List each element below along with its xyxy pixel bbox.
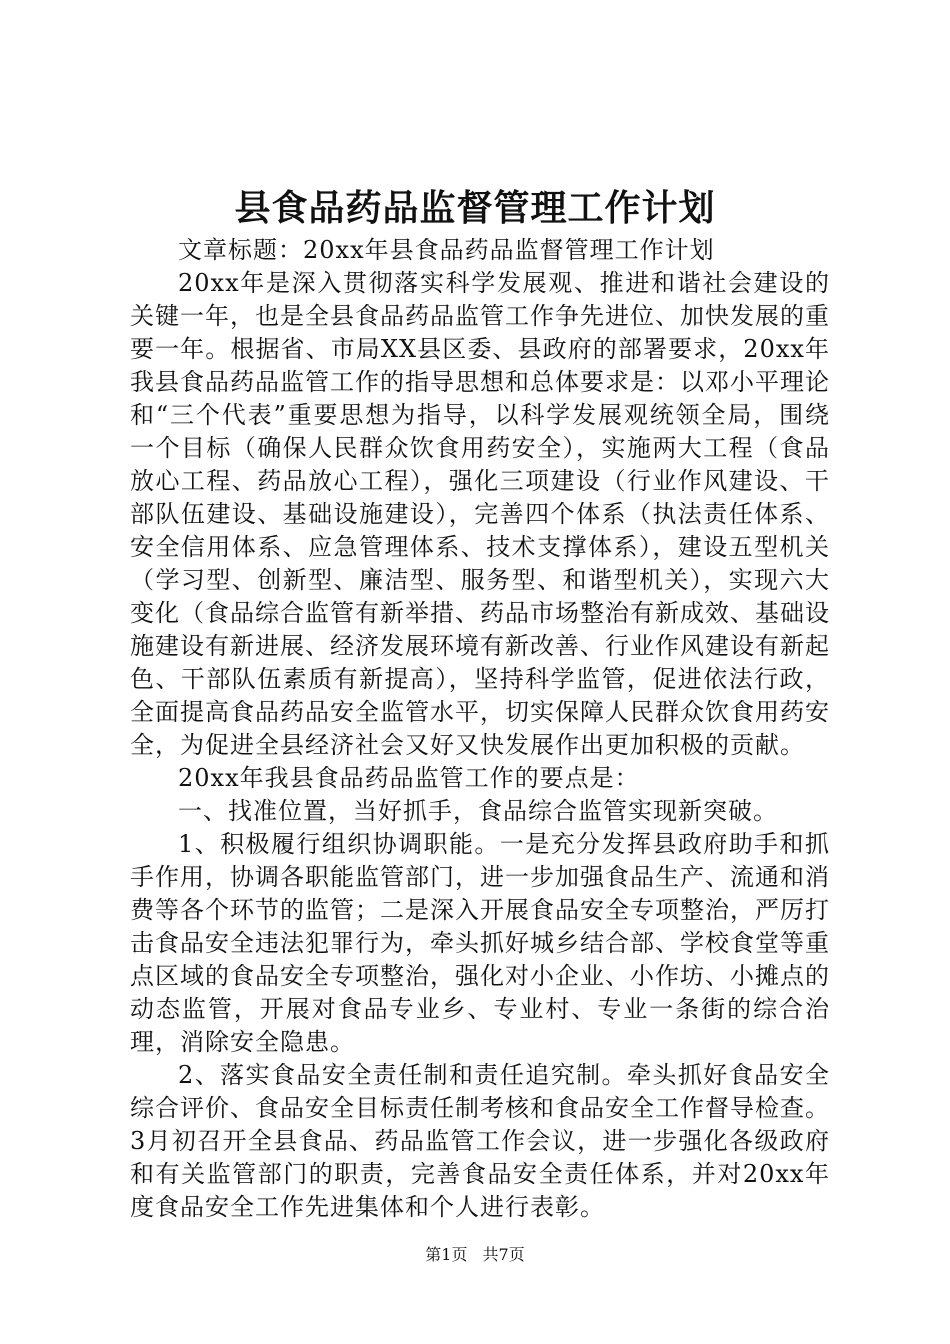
page-number-current: 第1页: [425, 1245, 468, 1264]
section-heading-1: 一、找准位置，当好抓手，食品综合监管实现新突破。: [178, 797, 778, 825]
paragraph-item-2: 2、落实食品安全责任制和责任追究制。牵头抓好食品安全综合评价、食品安全目标责任制考核和食品安全工作督导检查。3月初召开全县食品、药品监管工作会议，进一步强化各级政府和有关监管部门的职责，完善食品安全责任体系，并对20xx年度食品安全工作先进集体和个人进行表彰。: [130, 1061, 830, 1221]
document-title: 县食品药品监督管理工作计划: [234, 187, 716, 229]
article-title-line: 文章标题：20xx年县食品药品监督管理工作计划: [178, 236, 715, 264]
paragraph-key-points-intro: 20xx年我县食品药品监管工作的要点是：: [178, 764, 640, 792]
page-number-total: 共7页: [482, 1245, 525, 1264]
document-body: [130, 234, 830, 1224]
page-footer: [0, 1244, 950, 1266]
paragraph-guiding-thought: 20xx年是深入贯彻落实科学发展观、推进和谐社会建设的关键一年，也是全县食品药品监管工作争先进位、加快发展的重要一年。根据省、市局XX县区委、县政府的部署要求，20xx年我县食品药品监管工作的指导思想和总体要求是：以邓小平理论和“三个代表”重要思想为指导，以科学发展观统领全局，围绕一个目标（确保人民群众饮食用药安全），实施两大工程（食品放心工程、药品放心工程），强化三项建设（行业作风建设、干部队伍建设、基础设施建设），完善四个体系（执法责任体系、安全信用体系、应急管理体系、技术支撑体系），建设五型机关（学习型、创新型、廉洁型、服务型、和谐型机关），实现六大变化（食品综合监管有新举措、药品市场整治有新成效、基础设施建设有新进展、经济发展环境有新改善、行业作风建设有新起色、干部队伍素质有新提高），坚持科学监管，促进依法行政，全面提高食品药品安全监管水平，切实保障人民群众饮食用药安全，为促进全县经济社会又好又快发展作出更加积极的贡献。: [130, 269, 830, 759]
paragraph-item-1: 1、积极履行组织协调职能。一是充分发挥县政府助手和抓手作用，协调各职能监管部门，进一步加强食品生产、流通和消费等各个环节的监管；二是深入开展食品安全专项整治，严厉打击食品安全违法犯罪行为，牵头抓好城乡结合部、学校食堂等重点区域的食品安全专项整治，强化对小企业、小作坊、小摊点的动态监管，开展对食品专业乡、专业村、专业一条街的综合治理，消除安全隐患。: [130, 830, 830, 1056]
